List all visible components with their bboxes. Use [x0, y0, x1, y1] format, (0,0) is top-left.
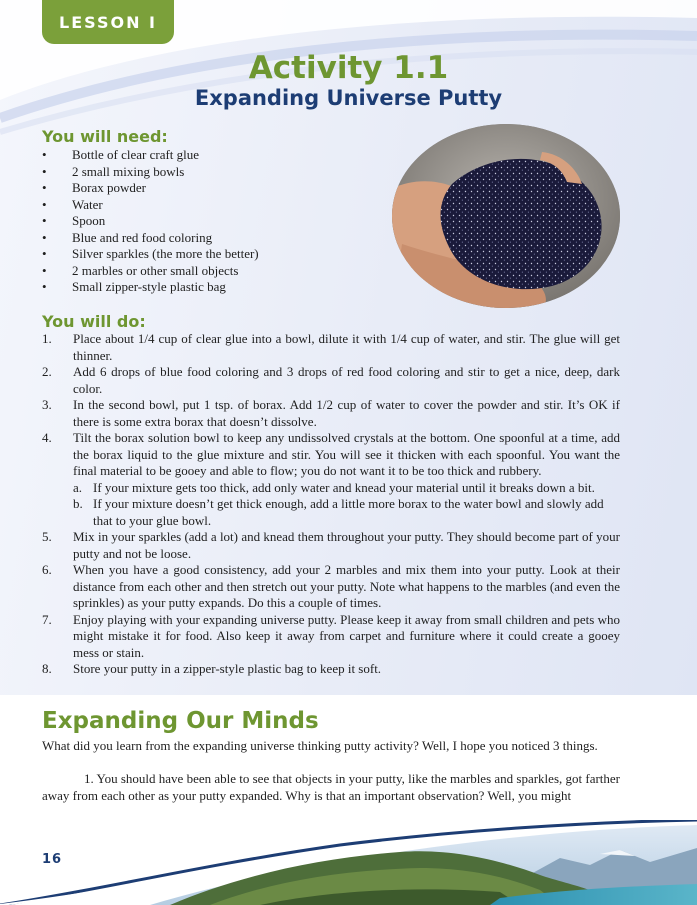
- step-item: [42, 364, 620, 397]
- substep-text: If your mixture doesn’t get thick enough, add a little more borax to the water bowl and slowly add that to your glue bowl.: [93, 496, 604, 528]
- activity-title: Expanding Universe Putty: [194, 86, 503, 110]
- steps-list: [42, 331, 620, 678]
- putty-hand-image: [392, 124, 620, 308]
- needs-item: [42, 263, 259, 280]
- bullet-icon: •: [42, 180, 47, 195]
- bullet-icon: •: [42, 163, 47, 179]
- needs-item: [42, 164, 259, 181]
- substep-item: [73, 480, 620, 497]
- minds-paragraph-2: 1. You should have been able to see that objects in your putty, like the marbles and sparkles, got farther away from each other as your putty expanded. Why is that an important observation? Well, you might: [42, 771, 621, 803]
- bullet-icon: •: [42, 229, 47, 245]
- steps-heading: You will do:: [42, 312, 146, 331]
- needs-item: [42, 180, 259, 197]
- needs-item: [42, 246, 259, 263]
- needs-item-text: 2 small mixing bowls: [72, 163, 185, 179]
- substep-letter: b.: [73, 496, 83, 511]
- needs-item-text: Blue and red food coloring: [72, 229, 213, 245]
- needs-item-text: Bottle of clear craft glue: [72, 147, 200, 162]
- step-number: 6.: [42, 562, 52, 577]
- substep-list: [73, 480, 620, 530]
- step-number: 7.: [42, 611, 52, 627]
- needs-item-text: Water: [72, 196, 103, 212]
- step-item: [42, 331, 620, 364]
- needs-heading: You will need:: [42, 127, 168, 146]
- bullet-icon: •: [42, 196, 47, 212]
- needs-item-text: Silver sparkles (the more the better): [72, 246, 259, 261]
- step-number: 8.: [42, 661, 52, 676]
- step-number: 3.: [42, 397, 52, 412]
- step-item: [42, 430, 620, 529]
- needs-item-text: Spoon: [72, 213, 106, 228]
- needs-item-text: 2 marbles or other small objects: [72, 262, 239, 278]
- step-text: When you have a good consistency, add your 2 marbles and mix them into your putty. Look at their distance from each other and then stretch out your putty. Note what happens to the marbles (and even the sprinkles) as your putty expands. Do this a couple of times.: [73, 562, 620, 610]
- needs-item: [42, 197, 259, 214]
- needs-item: [42, 230, 259, 247]
- step-item: [42, 397, 620, 430]
- needs-item: [42, 147, 259, 164]
- needs-item: [42, 279, 259, 296]
- step-item: [42, 529, 620, 562]
- step-text: Mix in your sparkles (add a lot) and knead them throughout your putty. They should become part of your putty and not be loose.: [73, 529, 620, 561]
- step-item: [42, 612, 620, 662]
- lesson-tab: LESSON I: [42, 0, 174, 44]
- footer-landscape: [0, 820, 697, 905]
- step-item: [42, 562, 620, 612]
- putty-photo: [392, 124, 620, 308]
- step-number: 4.: [42, 430, 52, 445]
- bullet-icon: •: [42, 246, 47, 261]
- substep-item: [73, 496, 620, 529]
- bullet-icon: •: [42, 279, 47, 294]
- needs-item-text: Borax powder: [72, 180, 147, 195]
- step-text: In the second bowl, put 1 tsp. of borax. Add 1/2 cup of water to cover the powder and stir. It’s OK if there is some extra borax that doesn’t dissolve.: [73, 397, 620, 429]
- bullet-icon: •: [42, 147, 47, 162]
- step-item: [42, 661, 620, 678]
- bullet-icon: •: [42, 262, 47, 278]
- step-text: Add 6 drops of blue food coloring and 3 drops of red food coloring and stir to get a nice, deep, dark color.: [73, 364, 620, 396]
- minds-paragraph-1: What did you learn from the expanding universe thinking putty activity? Well, I hope you noticed 3 things.: [42, 738, 598, 753]
- substep-text: If your mixture gets too thick, add only water and knead your material until it breaks down a bit.: [93, 479, 595, 495]
- step-text: Place about 1/4 cup of clear glue into a bowl, dilute it with 1/4 cup of water, and stir. The glue will get thinner.: [73, 331, 620, 363]
- step-text: Enjoy playing with your expanding universe putty. Please keep it away from small children and pets who might mistake it for food. Also keep it away from carpet and furniture where it could create a gooey mess or stain.: [73, 611, 620, 660]
- step-number: 2.: [42, 364, 52, 379]
- substep-letter: a.: [73, 479, 83, 495]
- needs-list: [42, 147, 259, 296]
- activity-number: Activity 1.1: [248, 50, 449, 86]
- needs-item: [42, 213, 259, 230]
- needs-item-text: Small zipper-style plastic bag: [72, 279, 226, 294]
- bullet-icon: •: [42, 213, 47, 228]
- page-number: 16: [42, 852, 63, 867]
- step-number: 5.: [42, 529, 52, 544]
- step-number: 1.: [42, 331, 52, 346]
- step-text: Store your putty in a zipper-style plastic bag to keep it soft.: [73, 661, 382, 676]
- step-text: Tilt the borax solution bowl to keep any undissolved crystals at the bottom. One spoonful at a time, add the borax liquid to the glue mixture and stir. You will see it thicken with each spoonful. You want the final material to be gooey and able to flow; you do not want it to be too thick and rubbery.: [73, 430, 620, 478]
- minds-heading: Expanding Our Minds: [42, 708, 319, 734]
